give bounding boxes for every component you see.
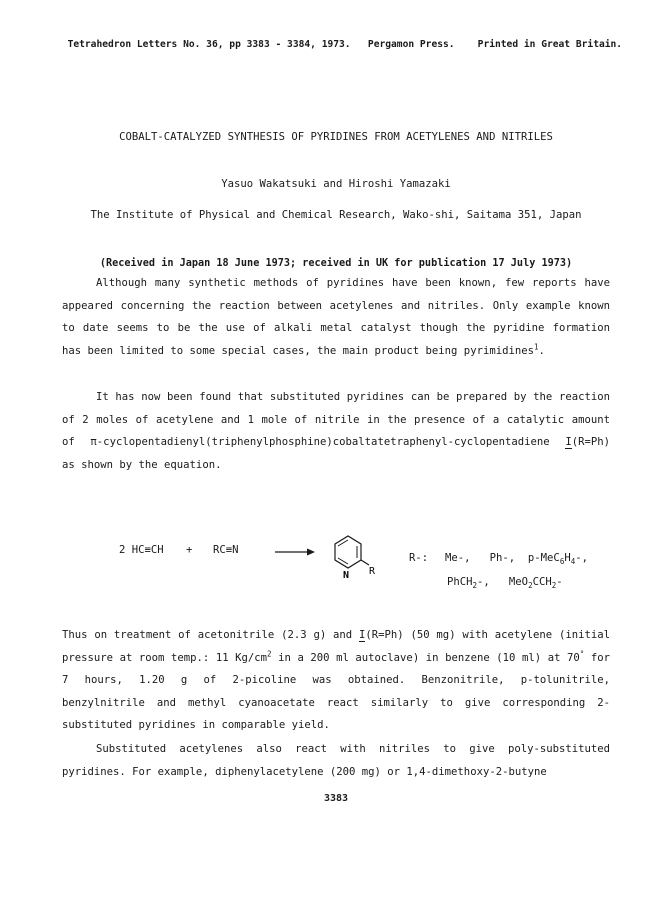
r-substituent-bond [361,560,369,565]
r-dash: -, [575,552,588,564]
printed-in: Printed in Great Britain. [477,39,623,50]
reference-1: 1 [533,342,539,352]
reactant-acetylene: 2 HC≡CH [119,544,164,556]
p3-d: for 7 hours, 1.20 g of 2-picoline was obtained. Benzonitrile, p-tolunitrile, benzylnitrile and methyl cyanoacetate react similarly to give corresponding 2-substituted pyridines in comparable yield. [62,651,610,732]
sub-6: 6 [559,557,565,567]
r-groups-line-2 [447,576,563,591]
paragraph-4 [62,738,610,783]
sub-2a: 2 [472,581,478,591]
paragraph-3 [62,624,610,737]
citation: Tetrahedron Letters No. 36, pp 3383 - 3384, 1973. [67,39,351,50]
ring-nitrogen: N [343,570,350,581]
received-dates: (Received in Japan 18 June 1973; received in UK for publication 17 July 1973) [99,258,573,269]
reactant-nitrile: RC≡N [213,544,239,556]
p1-end: . [538,344,545,357]
compound-I-2: I [358,629,366,641]
p3-c: in a 200 ml autoclave) in benzene (10 ml) at 70 [271,651,580,664]
paragraph-1 [62,272,610,362]
r-groups-2d: - [556,576,563,588]
paper-title: COBALT-CATALYZED SYNTHESIS OF PYRIDINES FROM ACETYLENES AND NITRILES [119,131,553,143]
reaction-equation [0,510,672,600]
p3-a: Thus on treatment of acetonitrile (2.3 g) and [62,629,359,641]
publisher: Pergamon Press. [367,39,455,50]
paragraph-2 [62,386,610,476]
affiliation: The Institute of Physical and Chemical Research, Wako-shi, Saitama 351, Japan [90,209,582,221]
sub-2b: 2 [528,581,533,591]
authors: Yasuo Wakatsuki and Hiroshi Yamazaki [221,178,451,190]
compound-I: I [565,436,572,449]
p2-text-a: It has now been found that substituted pyridines can be prepared by the reaction of 2 moles of acetylene and 1 mole of nitrile in the presence of a catalytic amount of π-cyclopentadienyl(triphenylphosphine)cobaltatetraphenyl-cyclopentadiene [62,391,610,449]
r-h: H [564,552,571,564]
r-groups-2a: PhCH [447,576,473,588]
journal-header [56,24,622,52]
p2-text-b: (R=Ph) as shown by the equation. [62,436,610,471]
r-label: R-: [409,552,429,564]
p1-text: Although many synthetic methods of pyridines have been known, few reports have appeared concerning the reaction between acetylenes and nitriles. Only example known to date seems to be the use of alkali metal catalyst though the pyridine formation has been limited to some special cases, the main product being pyrimidines [62,277,610,357]
p3-b: (R=Ph) (50 mg) with acetylene (initial pressure at room temp.: 11 Kg/cm [62,629,610,664]
ring-r: R [369,566,376,577]
p4-text: Substituted acetylenes also react with nitriles to give poly-substituted pyridines. For example, diphenylacetylene (200 mg) or 1,4-dimethoxy-2-butyne [62,743,610,778]
degree: ° [579,649,585,659]
sub-4: 4 [570,557,576,567]
page-number: 3383 [323,793,349,804]
r-groups-1: Me-, Ph-, p-MeC [445,552,560,564]
r-groups-2c: CCH [532,576,552,588]
sub-2c: 2 [551,581,557,591]
pyridine-structure [265,530,385,600]
plus-sign: + [186,544,193,556]
sup-2: 2 [267,649,272,659]
reaction-arrow-head [307,549,315,556]
r-groups-line-1 [445,552,588,567]
r-groups-2b: -, MeO [477,576,529,588]
